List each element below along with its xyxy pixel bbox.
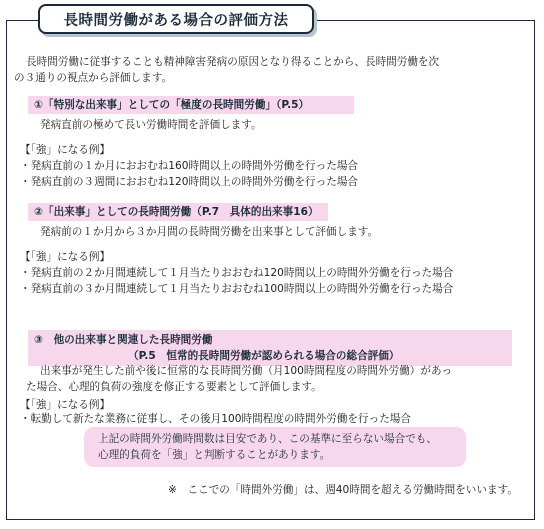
section3-example: ・転勤して新たな業務に従事し、その後月100時間程度の時間外労働を行った場合: [20, 413, 411, 425]
section3-description-line1: 出来事が発生した前や後に恒常的な長時間労働（月100時間程度の時間外労働）があっ: [40, 365, 453, 377]
section3-examples-label: 【「強」になる例】: [20, 399, 111, 411]
note-box: [84, 427, 466, 467]
section1-heading: ①「特別な出来事」としての「極度の長時間労働」（P.5）: [28, 96, 354, 114]
section3-heading-line2: （P.5 恒常的長時間労働が認められる場合の総合評価）: [128, 350, 400, 362]
section1-example: ・発病直前の３週間におおむね120時間以上の時間外労働を行った場合: [20, 176, 359, 188]
section1-example: ・発病直前の１か月におおむね160時間以上の時間外労働を行った場合: [20, 160, 359, 172]
section2-example: ・発病直前の２か月間連続して１月当たりおおむね120時間以上の時間外労働を行った場合: [20, 267, 454, 279]
intro-line-2: の３通りの視点から評価します。: [14, 72, 173, 84]
footnote: ※ ここでの「時間外労働」は、週40時間を超える労働時間をいいます。: [168, 484, 518, 496]
note-line-1: 上記の時間外労働時間数は目安であり、この基準に至らない場合でも、: [98, 433, 437, 445]
section3-heading: [28, 330, 512, 366]
section3-description-line2: た場合、心理的負荷の強度を修正する要素として評価します。: [26, 381, 322, 393]
section2-description: 発病前の１か月から３か月間の長時間労働を出来事として評価します。: [40, 226, 379, 238]
section2-example: ・発病直前の３か月間連続して１月当たりおおむね100時間以上の時間外労働を行った場合: [20, 283, 454, 295]
page-title: 長時間労働がある場合の評価方法: [38, 4, 314, 34]
section2-examples-label: 【「強」になる例】: [20, 251, 111, 263]
note-line-2: 心理的負荷を「強」と判断することがあります。: [98, 449, 331, 461]
section1-description: 発病直前の極めて長い労働時間を評価します。: [40, 119, 262, 131]
section3-heading-line1: ③ 他の出来事と関連した長時間労働: [34, 334, 213, 346]
section2-heading: ②「出来事」としての長時間労働（P.7 具体的出来事16）: [28, 203, 328, 221]
section1-examples-label: 【「強」になる例】: [20, 144, 111, 156]
intro-line-1: 長時間労働に従事することも精神障害発病の原因となり得ることから、長時間労働を次: [26, 56, 440, 68]
